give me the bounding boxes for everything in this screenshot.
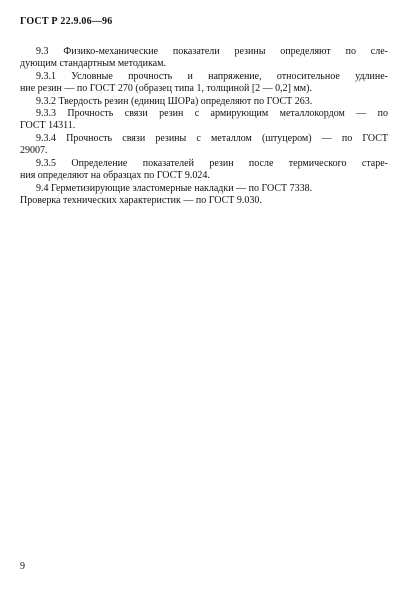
paragraph-line: ГОСТ 14311. bbox=[20, 120, 76, 132]
paragraph-line: ние резин — по ГОСТ 270 (образец типа 1, толщиной [2 — 0,2] мм). bbox=[20, 83, 312, 94]
paragraph-9-3-1 bbox=[20, 71, 388, 95]
document-body bbox=[20, 46, 388, 207]
paragraph-line: 9.3.2 Твердость резин (единиц ШОРа) определяют по ГОСТ 263. bbox=[36, 95, 313, 107]
paragraph-9-3-4 bbox=[20, 133, 388, 157]
paragraph-line: 9.3.1 Условные прочность и напряжение, относительное удлине- bbox=[36, 70, 388, 82]
paragraph-line: дующим стандартным методикам. bbox=[20, 58, 166, 70]
paragraph-9-3 bbox=[20, 46, 388, 70]
paragraph-line: 29007. bbox=[20, 145, 48, 157]
paragraph-9-3-5 bbox=[20, 158, 388, 182]
paragraph-line: 9.3.3 Прочность связи резин с армирующим металлокордом — по bbox=[36, 108, 388, 120]
paragraph-line: 9.3 Физико-механические показатели резины определяют по сле- bbox=[36, 46, 388, 57]
paragraph-line: 9.4 Герметизирующие эластомерные накладки — по ГОСТ 7338. bbox=[36, 182, 313, 194]
document-header: ГОСТ Р 22.9.06—96 bbox=[20, 16, 113, 27]
paragraph-9-3-2 bbox=[20, 96, 388, 108]
paragraph-9-3-3 bbox=[20, 108, 388, 132]
paragraph-line: Проверка технических характеристик — по ГОСТ 9.030. bbox=[20, 194, 262, 206]
paragraph-line: ния определяют на образцах по ГОСТ 9.024. bbox=[20, 169, 210, 181]
paragraph-line: 9.3.5 Определение показателей резин после термического старе- bbox=[36, 157, 388, 169]
paragraph-line: 9.3.4 Прочность связи резины с металлом (штуцером) — по ГОСТ bbox=[36, 132, 388, 144]
page-number: 9 bbox=[20, 561, 25, 572]
paragraph-9-4 bbox=[20, 183, 388, 207]
